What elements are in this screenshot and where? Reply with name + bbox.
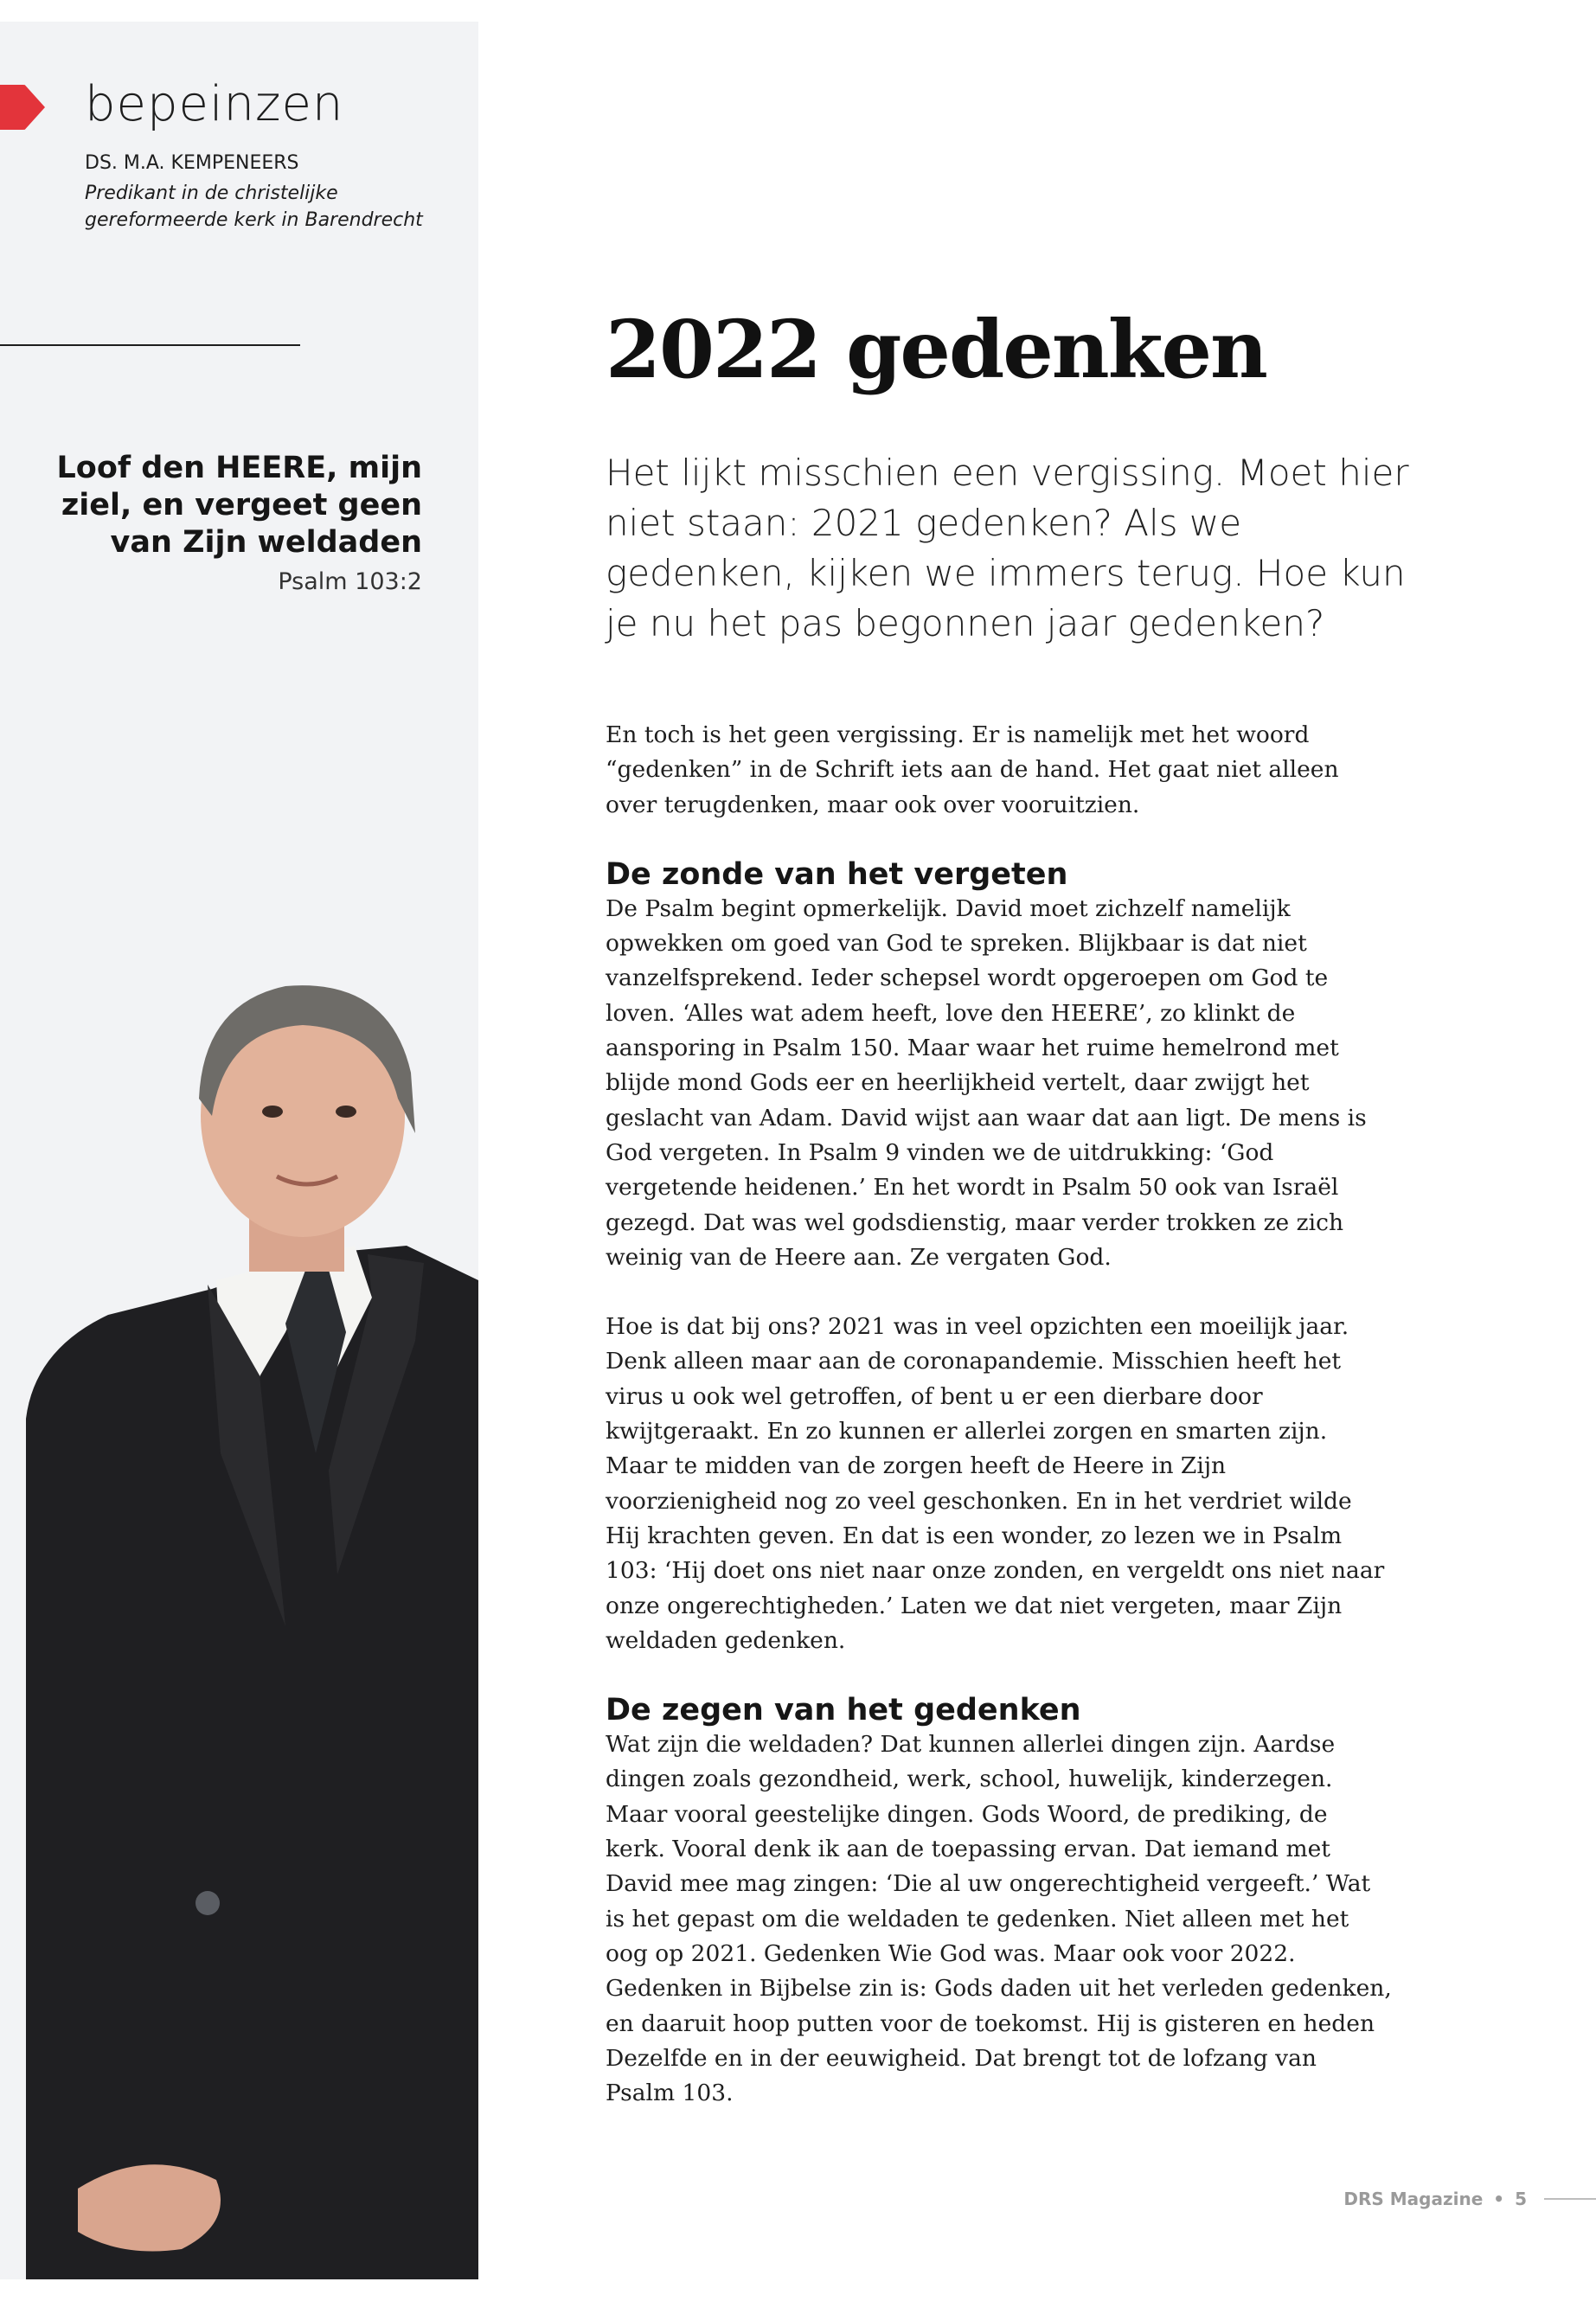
body-paragraph: De Psalm begint opmerkelijk. David moet zichzelf namelijk opwekken om goed van God te spreken. Blijkbaar is dat niet vanzelfsprekend. Ieder schepsel wordt opgeroepen om God te loven. ‘Alles wat adem heeft, love den HEERE’, zo klinkt de aansporing in Psalm 150. Maar waar het ruime hemelrond met blijde mond Gods eer en heerlijkheid vertelt, daar zwijgt het geslacht van Adam. David wijst aan waar dat aan ligt. De mens is God vergeten. In Psalm 9 vinden we de uitdrukking: ‘God vergetende heidenen.’ En het wordt in Psalm 50 ook van Israël gezegd. Dat was wel godsdienstig, maar verder trokken ze zich weinig van de Heere aan. Ze vergaten God. (606, 894, 1367, 1271)
article-title: 2022 gedenken (606, 303, 1266, 396)
body-paragraph: Wat zijn die weldaden? Dat kunnen allerlei dingen zijn. Aardse dingen zoals gezondheid, werk, school, huwelijk, kinderzegen. Maar vooral geestelijke dingen. Gods Woord, de prediking, de kerk. Vooral denk ik aan de toepassing ervan. Dat iemand met David mee mag zingen: ‘Die al uw ongerechtigheid vergeeft.’ Wat is het gepast om die weldaden te gedenken. Niet alleen met het oog op 2021. Gedenken Wie God was. Maar ook voor 2022. Gedenken in Bijbelse zin is: Gods daden uit het verleden gedenken, en daaruit hoop putten voor de toekomst. Hij is gisteren en heden Dezelfde en in der eeuwigheid. Dat brengt tot de lofzang van Psalm 103. (606, 1731, 1392, 2107)
body-paragraph: Hoe is dat bij ons? 2021 was in veel opzichten een moeilijk jaar. Denk alleen maar aan de coronapandemie. Misschien heeft het virus u ook wel getroffen, of bent u er een dierbare door kwijtgeraakt. En zo kunnen er allerlei zorgen en smarten zijn. Maar te midden van de zorgen heeft de Heere in Zijn voorzienigheid nog zo veel geschonken. En in het verdriet wilde Hij krachten geven. En dat is een wonder, zo lezen we in Psalm 103: ‘Hij doet ons niet naar onze zonden, en vergeldt ons niet naar onze ongerechtigheden.’ Laten we dat niet vergeten, maar Zijn weldaden gedenken. (606, 1313, 1385, 1654)
section-heading: De zonde van het vergeten (606, 856, 1068, 892)
intro-paragraph: En toch is het geen vergissing. Er is namelijk met het woord “gedenken” in de Schrift iets aan de hand. Het gaat niet alleen over terugdenken, maar ook over vooruitzien. (606, 721, 1339, 818)
pull-quote-reference: Psalm 103:2 (278, 568, 422, 595)
pull-quote (52, 450, 422, 595)
section-label: bepeinzen (85, 76, 344, 132)
bullet-separator: • (1493, 2189, 1505, 2209)
article-body (606, 718, 1393, 2111)
page-number: 5 (1515, 2189, 1527, 2209)
magazine-name: DRS Magazine (1343, 2189, 1484, 2209)
section-heading: De zegen van het gedenken (606, 1693, 1081, 1728)
divider (0, 344, 300, 346)
author-portrait (26, 969, 478, 2279)
author-role: Predikant in de christelijke gereformeerde kerk in Barendrecht (85, 183, 423, 231)
pull-quote-text: Loof den HEERE, mijn ziel, en vergeet geen van Zijn weldaden (56, 451, 422, 560)
footer-rule (1544, 2198, 1596, 2200)
article-lead: Het lijkt misschien een vergissing. Moet hier niet staan: 2021 gedenken? Als we gedenken, kijken we immers terug. Hoe kun je nu het pas begonnen jaar gedenken? (606, 452, 1409, 644)
page-footer (1343, 2189, 1596, 2209)
author-name: DS. M.A. KEMPENEERS (85, 152, 299, 174)
